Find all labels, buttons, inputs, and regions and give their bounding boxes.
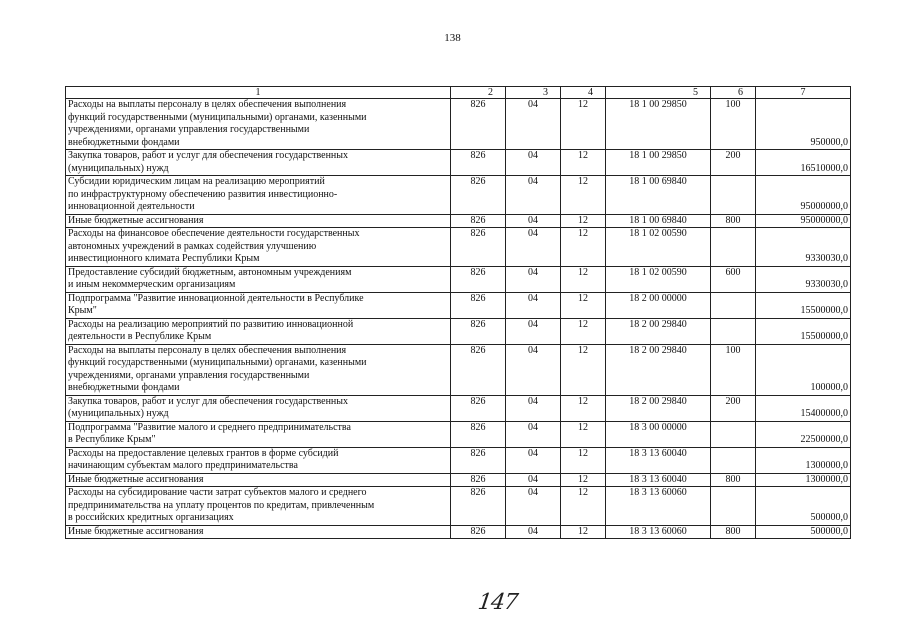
row-target-code: 18 1 02 00590 (606, 266, 711, 292)
row-section-code: 04 (506, 266, 561, 292)
budget-table (65, 86, 851, 539)
row-subsection-code: 12 (561, 447, 606, 473)
row-target-code: 18 2 00 00000 (606, 292, 711, 318)
row-amount: 15500000,0 (756, 318, 851, 344)
row-name-line: Иные бюджетные ассигнования (68, 214, 204, 226)
row-amount: 100000,0 (756, 344, 851, 395)
row-expense-type: 100 (711, 99, 756, 150)
row-name (66, 266, 451, 292)
row-section-code: 04 (506, 228, 561, 267)
row-section-code: 04 (506, 473, 561, 487)
row-name-line: Иные бюджетные ассигнования (68, 525, 204, 537)
row-admin-code: 826 (451, 487, 506, 526)
row-name-line: Иные бюджетные ассигнования (68, 473, 204, 485)
row-target-code: 18 2 00 29840 (606, 395, 711, 421)
row-name-line: Крым" (68, 305, 97, 316)
row-subsection-code: 12 (561, 99, 606, 150)
row-section-code: 04 (506, 99, 561, 150)
row-target-code: 18 1 00 29850 (606, 150, 711, 176)
row-name-line: Расходы на реализацию мероприятий по развитию инновационной (68, 318, 354, 330)
row-name-line: Расходы на финансовое обеспечение деятельности государственных (68, 228, 360, 239)
row-name (66, 150, 451, 176)
row-name-line: Расходы на выплаты персоналу в целях обеспечения выполнения (68, 344, 347, 356)
row-name-line: (муниципальных) нужд (68, 162, 169, 174)
row-name (66, 344, 451, 395)
row-expense-type: 100 (711, 344, 756, 395)
row-name (66, 99, 451, 150)
header-row (66, 87, 851, 99)
row-admin-code: 826 (451, 228, 506, 267)
row-name-line: внебюджетными фондами (68, 136, 180, 148)
row-name (66, 292, 451, 318)
row-name (66, 214, 451, 228)
row-name-line: Закупка товаров, работ и услуг для обеспечения государственных (68, 150, 349, 161)
row-amount: 950000,0 (756, 99, 851, 150)
row-name (66, 421, 451, 447)
row-expense-type (711, 447, 756, 473)
row-target-code: 18 2 00 29840 (606, 318, 711, 344)
row-section-code: 04 (506, 525, 561, 539)
row-subsection-code: 12 (561, 266, 606, 292)
row-section-code: 04 (506, 487, 561, 526)
row-amount: 500000,0 (756, 525, 851, 539)
table-row (66, 344, 851, 395)
row-admin-code: 826 (451, 176, 506, 215)
row-section-code: 04 (506, 395, 561, 421)
table-body (66, 99, 851, 539)
page-number: 138 (444, 32, 461, 44)
table-row (66, 421, 851, 447)
header-cell: 6 (711, 87, 756, 99)
row-admin-code: 826 (451, 214, 506, 228)
row-amount: 9330030,0 (756, 266, 851, 292)
row-name-line: Подпрограмма "Развитие малого и среднего предпринимательства (68, 421, 351, 433)
row-name-line: и иным некоммерческим организациям (68, 279, 236, 290)
row-amount: 16510000,0 (756, 150, 851, 176)
row-subsection-code: 12 (561, 395, 606, 421)
row-target-code: 18 1 00 29850 (606, 99, 711, 150)
row-expense-type (711, 487, 756, 526)
row-name-line: (муниципальных) нужд (68, 408, 169, 419)
header-cell: 4 (561, 87, 606, 99)
row-expense-type: 800 (711, 525, 756, 539)
row-name-line: функций государственными (муниципальными) органами, казенными (68, 111, 367, 123)
row-section-code: 04 (506, 292, 561, 318)
row-section-code: 04 (506, 176, 561, 215)
row-name-line: учреждениями, органами управления государственными (68, 124, 310, 135)
row-name-line: предпринимательства на уплату процентов по кредитам, привлеченным (68, 499, 375, 511)
row-admin-code: 826 (451, 395, 506, 421)
table-row (66, 525, 851, 539)
row-amount: 500000,0 (756, 487, 851, 526)
row-amount: 22500000,0 (756, 421, 851, 447)
row-target-code: 18 1 00 69840 (606, 176, 711, 215)
row-amount: 1300000,0 (756, 447, 851, 473)
row-name-line: Закупка товаров, работ и услуг для обеспечения государственных (68, 395, 349, 407)
row-subsection-code: 12 (561, 228, 606, 267)
handwritten-page-number: 147 (476, 590, 519, 615)
table-row (66, 150, 851, 176)
row-admin-code: 826 (451, 150, 506, 176)
row-name (66, 525, 451, 539)
row-admin-code: 826 (451, 421, 506, 447)
row-subsection-code: 12 (561, 525, 606, 539)
row-subsection-code: 12 (561, 421, 606, 447)
row-name (66, 395, 451, 421)
row-name (66, 176, 451, 215)
row-section-code: 04 (506, 150, 561, 176)
row-name-line: учреждениями, органами управления государственными (68, 369, 310, 381)
row-name (66, 487, 451, 526)
table-row (66, 266, 851, 292)
row-section-code: 04 (506, 344, 561, 395)
row-name (66, 447, 451, 473)
row-amount: 95000000,0 (756, 176, 851, 215)
row-expense-type: 600 (711, 266, 756, 292)
row-target-code: 18 3 13 60040 (606, 473, 711, 487)
row-name-line: Расходы на субсидирование части затрат субъектов малого и среднего (68, 487, 367, 498)
row-expense-type (711, 318, 756, 344)
row-name-line: в российских кредитных организациях (68, 512, 234, 523)
row-amount: 95000000,0 (756, 214, 851, 228)
row-section-code: 04 (506, 447, 561, 473)
row-expense-type (711, 176, 756, 215)
row-admin-code: 826 (451, 99, 506, 150)
row-name (66, 228, 451, 267)
row-expense-type: 800 (711, 473, 756, 487)
row-name-line: Предоставление субсидий бюджетным, автономным учреждениям (68, 266, 352, 278)
row-name-line: Субсидии юридическим лицам на реализацию мероприятий (68, 176, 325, 187)
row-subsection-code: 12 (561, 344, 606, 395)
table-row (66, 214, 851, 228)
row-name (66, 318, 451, 344)
row-amount: 9330030,0 (756, 228, 851, 267)
row-subsection-code: 12 (561, 150, 606, 176)
row-expense-type (711, 421, 756, 447)
row-admin-code: 826 (451, 292, 506, 318)
row-target-code: 18 3 13 60040 (606, 447, 711, 473)
header-cell: 1 (66, 87, 451, 99)
row-section-code: 04 (506, 318, 561, 344)
row-expense-type: 200 (711, 395, 756, 421)
table-row (66, 487, 851, 526)
header-cell: 7 (756, 87, 851, 99)
row-subsection-code: 12 (561, 318, 606, 344)
table-row (66, 473, 851, 487)
row-amount: 15400000,0 (756, 395, 851, 421)
row-expense-type (711, 292, 756, 318)
row-expense-type: 800 (711, 214, 756, 228)
row-target-code: 18 3 13 60060 (606, 525, 711, 539)
row-admin-code: 826 (451, 447, 506, 473)
row-admin-code: 826 (451, 318, 506, 344)
row-name-line: в Республике Крым" (68, 434, 156, 445)
table-row (66, 292, 851, 318)
row-name-line: функций государственными (муниципальными) органами, казенными (68, 357, 367, 368)
row-name (66, 473, 451, 487)
row-name-line: Расходы на выплаты персоналу в целях обеспечения выполнения (68, 99, 347, 110)
header-cell: 2 (451, 87, 506, 99)
row-target-code: 18 1 02 00590 (606, 228, 711, 267)
row-section-code: 04 (506, 214, 561, 228)
table-row (66, 447, 851, 473)
row-subsection-code: 12 (561, 176, 606, 215)
table-row (66, 395, 851, 421)
row-admin-code: 826 (451, 473, 506, 487)
row-amount: 15500000,0 (756, 292, 851, 318)
row-subsection-code: 12 (561, 292, 606, 318)
table-row (66, 228, 851, 267)
row-subsection-code: 12 (561, 473, 606, 487)
row-target-code: 18 2 00 29840 (606, 344, 711, 395)
row-target-code: 18 3 00 00000 (606, 421, 711, 447)
row-subsection-code: 12 (561, 487, 606, 526)
table-row (66, 99, 851, 150)
row-admin-code: 826 (451, 266, 506, 292)
row-admin-code: 826 (451, 525, 506, 539)
row-subsection-code: 12 (561, 214, 606, 228)
row-name-line: Подпрограмма "Развитие инновационной деятельности в Республике (68, 292, 364, 304)
header-cell: 5 (606, 87, 711, 99)
table-row (66, 318, 851, 344)
row-name-line: по инфраструктурному обеспечению развития инвестиционно- (68, 188, 338, 200)
row-name-line: автономных учреждений в рамках содействия улучшению (68, 240, 317, 252)
row-name-line: начинающим субъектам малого предпринимательства (68, 460, 298, 471)
table-row (66, 176, 851, 215)
row-name-line: внебюджетными фондами (68, 382, 180, 393)
row-name-line: Расходы на предоставление целевых грантов в форме субсидий (68, 447, 339, 459)
row-target-code: 18 3 13 60060 (606, 487, 711, 526)
header-cell: 3 (506, 87, 561, 99)
row-amount: 1300000,0 (756, 473, 851, 487)
row-name-line: деятельности в Республике Крым (68, 331, 212, 342)
row-expense-type: 200 (711, 150, 756, 176)
row-target-code: 18 1 00 69840 (606, 214, 711, 228)
row-name-line: инновационной деятельности (68, 201, 195, 212)
row-section-code: 04 (506, 421, 561, 447)
row-admin-code: 826 (451, 344, 506, 395)
row-name-line: инвестиционного климата Республики Крым (68, 253, 260, 264)
row-expense-type (711, 228, 756, 267)
